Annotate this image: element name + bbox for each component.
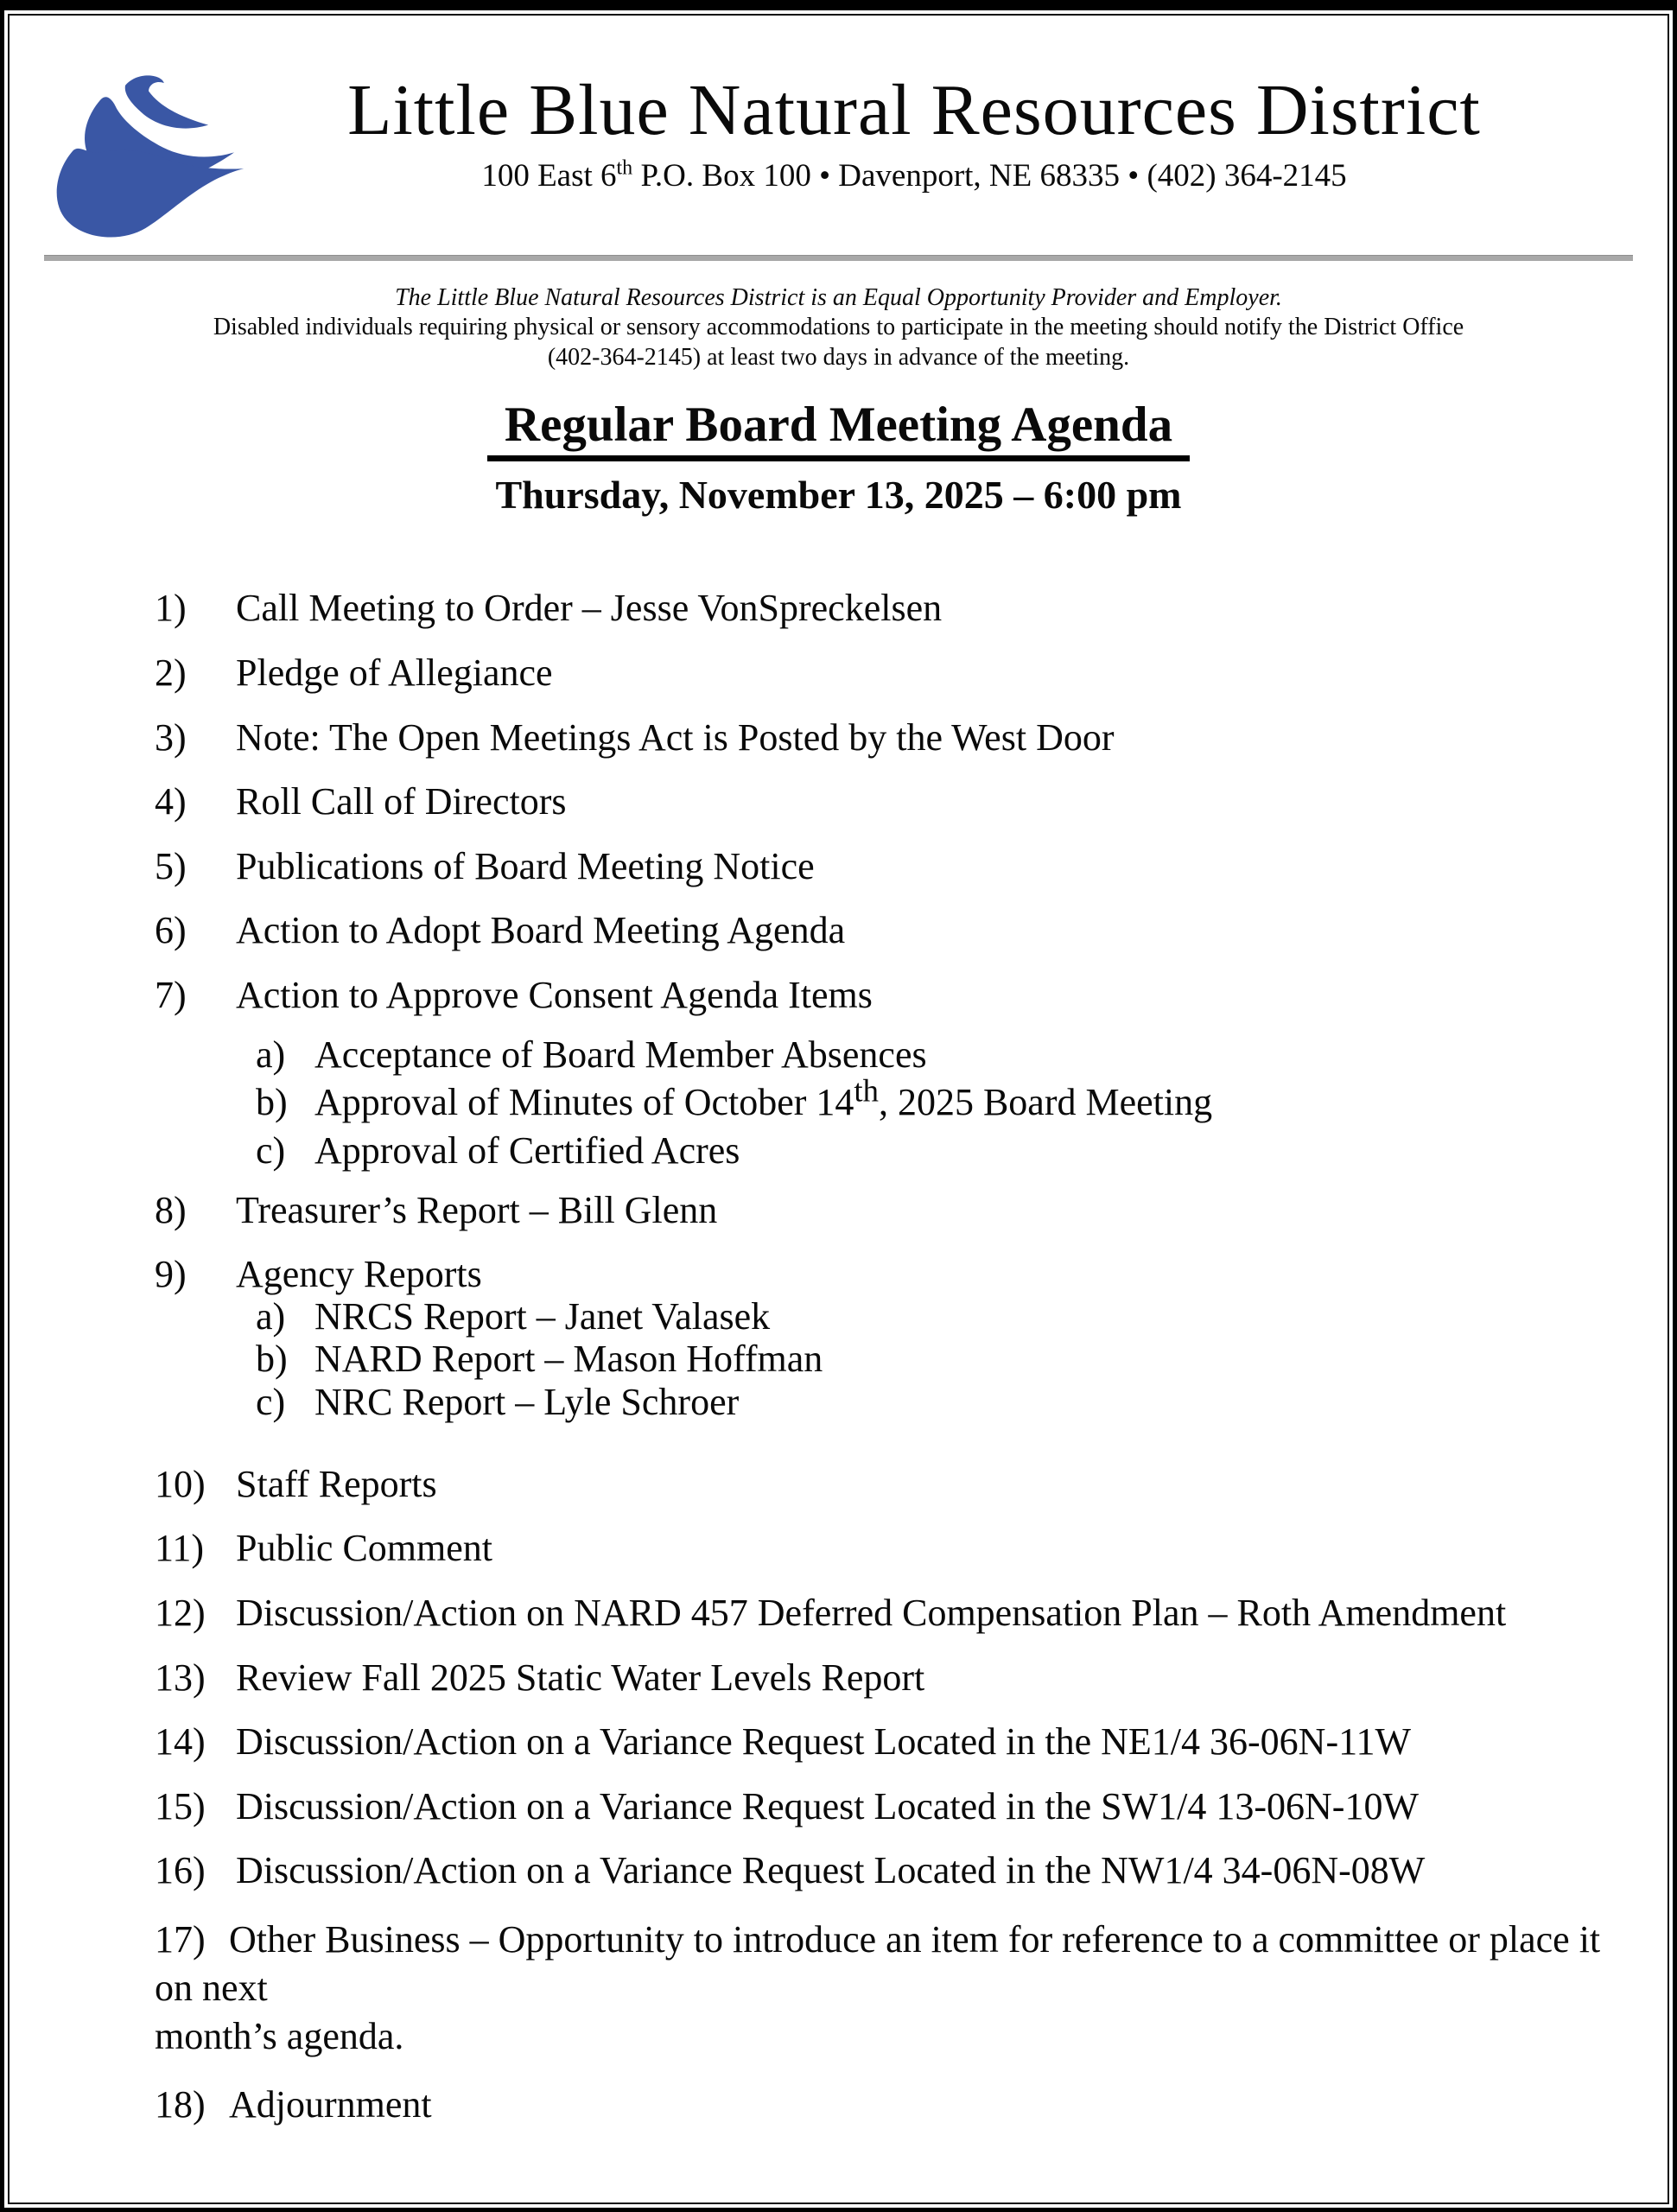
- item-text: Note: The Open Meetings Act is Posted by the West Door: [236, 715, 1115, 759]
- agenda-item: [155, 1462, 1616, 1505]
- item-number: 2): [155, 651, 187, 694]
- agenda-item: [155, 1593, 1616, 1634]
- sub-text: NARD Report – Mason Hoffman: [314, 1338, 823, 1381]
- item-text: Treasurer’s Report – Bill Glenn: [236, 1188, 718, 1231]
- agenda-document-page: [8, 14, 1669, 2204]
- item-text: Public Comment: [236, 1527, 492, 1570]
- notice-line: The Little Blue Natural Resources District is an Equal Opportunity Provider and Employer.: [395, 284, 1282, 312]
- sub-text: Acceptance of Board Member Absences: [314, 1033, 927, 1076]
- item-text: Pledge of Allegiance: [236, 651, 553, 694]
- item-number: 18): [155, 2082, 206, 2126]
- item-number: 16): [155, 1849, 206, 1892]
- sub-number: a): [256, 1294, 286, 1338]
- item-text: Adjournment: [229, 2082, 432, 2126]
- item-text: Discussion/Action on a Variance Request Located in the NW1/4 34-06N-08W: [236, 1849, 1426, 1892]
- agenda-item: [155, 911, 1616, 951]
- item-text: Discussion/Action on NARD 457 Deferred Compensation Plan – Roth Amendment: [236, 1591, 1507, 1634]
- sub-item: [256, 1339, 1616, 1380]
- item-number: 13): [155, 1656, 206, 1699]
- item-number: 5): [155, 844, 187, 887]
- agenda-item: [155, 782, 1616, 823]
- district-wave-logo-icon: [48, 73, 251, 242]
- item-text: Roll Call of Directors: [236, 780, 567, 823]
- org-address: [161, 157, 1667, 194]
- item-number: 1): [155, 587, 187, 630]
- agenda-heading: [10, 398, 1667, 518]
- sub-text: Approval of Certified Acres: [314, 1128, 740, 1172]
- item-number: 3): [155, 715, 187, 759]
- letterhead-text: [161, 70, 1667, 194]
- item-number: 15): [155, 1784, 206, 1827]
- org-name: Little Blue Natural Resources District: [347, 70, 1481, 150]
- sub-text: NRCS Report – Janet Valasek: [314, 1294, 771, 1338]
- agenda-item: [155, 588, 1616, 629]
- superscript: th: [854, 1072, 879, 1109]
- item-text: Staff Reports: [236, 1462, 437, 1505]
- agenda-item: [155, 653, 1616, 694]
- agenda-list: [155, 588, 1616, 2125]
- item-text: Call Meeting to Order – Jesse VonSpreckelsen: [236, 587, 943, 630]
- item-number: 12): [155, 1591, 206, 1634]
- item-number: 8): [155, 1188, 187, 1231]
- notice-line: (402-364-2145) at least two days in advance of the meeting.: [547, 343, 1130, 371]
- item-number: 9): [155, 1253, 187, 1296]
- agenda-item: [155, 1916, 1616, 2061]
- item-text: Other Business – Opportunity to introduce an item for reference to a committee or place it on next: [155, 1918, 1601, 2009]
- notice-line: Disabled individuals requiring physical or sensory accommodations to participate in the meeting should notify the District Office: [213, 314, 1464, 341]
- agenda-item: [155, 1784, 1616, 1827]
- letterhead: [10, 16, 1667, 194]
- sub-number: b): [256, 1081, 288, 1124]
- text-part: , 2025 Board Meeting: [878, 1081, 1213, 1124]
- agenda-item: [155, 1658, 1616, 1699]
- eeo-notice: [10, 283, 1667, 372]
- item-text: Review Fall 2025 Static Water Levels Report: [236, 1656, 925, 1699]
- sub-list: [256, 1035, 1616, 1172]
- agenda-item: [155, 715, 1616, 759]
- item-number: 7): [155, 974, 187, 1017]
- sub-item: [256, 1128, 1616, 1172]
- agenda-item: [155, 1188, 1616, 1231]
- sub-number: a): [256, 1033, 286, 1076]
- item-text: Discussion/Action on a Variance Request Located in the NE1/4 36-06N-11W: [236, 1720, 1412, 1764]
- agenda-item: [155, 2082, 1616, 2126]
- sub-number: c): [256, 1128, 286, 1172]
- item-number: 6): [155, 909, 187, 952]
- sub-item: [256, 1294, 1616, 1338]
- agenda-title: Regular Board Meeting Agenda: [487, 398, 1190, 462]
- header-divider-rule: [44, 255, 1633, 261]
- sub-number: b): [256, 1338, 288, 1381]
- sub-item: [256, 1382, 1616, 1423]
- agenda-item: [155, 976, 1616, 1016]
- agenda-item: [155, 1529, 1616, 1569]
- address-part: P.O. Box 100 • Davenport, NE 68335 • (402) 364-2145: [632, 158, 1347, 194]
- sub-text: NRC Report – Lyle Schroer: [314, 1381, 740, 1424]
- sub-number: c): [256, 1381, 286, 1424]
- item-number: 17): [155, 1918, 206, 1961]
- text-part: Approval of Minutes of October 14: [314, 1081, 854, 1124]
- item-text: Discussion/Action on a Variance Request Located in the SW1/4 13-06N-10W: [236, 1784, 1419, 1827]
- item-text: Agency Reports: [236, 1253, 482, 1296]
- meeting-datetime: Thursday, November 13, 2025 – 6:00 pm: [495, 473, 1182, 518]
- agenda-item: [155, 1851, 1616, 1891]
- item-number: 10): [155, 1462, 206, 1505]
- item-text: Publications of Board Meeting Notice: [236, 844, 815, 887]
- item-number: 11): [155, 1527, 205, 1570]
- address-superscript: th: [616, 156, 633, 180]
- agenda-item: [155, 1722, 1616, 1763]
- agenda-item: [155, 844, 1616, 887]
- wave-crest-shape: [125, 75, 208, 128]
- sub-list: [256, 1294, 1616, 1424]
- agenda-item: [155, 1255, 1616, 1295]
- sub-text: [314, 1072, 1213, 1124]
- address-part: 100 East 6: [481, 158, 617, 194]
- sub-item: [256, 1035, 1616, 1076]
- item-number: 4): [155, 780, 187, 823]
- item-number: 14): [155, 1720, 206, 1764]
- item-text: Action to Approve Consent Agenda Items: [236, 974, 873, 1017]
- sub-item: [256, 1072, 1616, 1124]
- item-text-continuation: month’s agenda.: [155, 2014, 404, 2057]
- item-text: Action to Adopt Board Meeting Agenda: [236, 909, 846, 952]
